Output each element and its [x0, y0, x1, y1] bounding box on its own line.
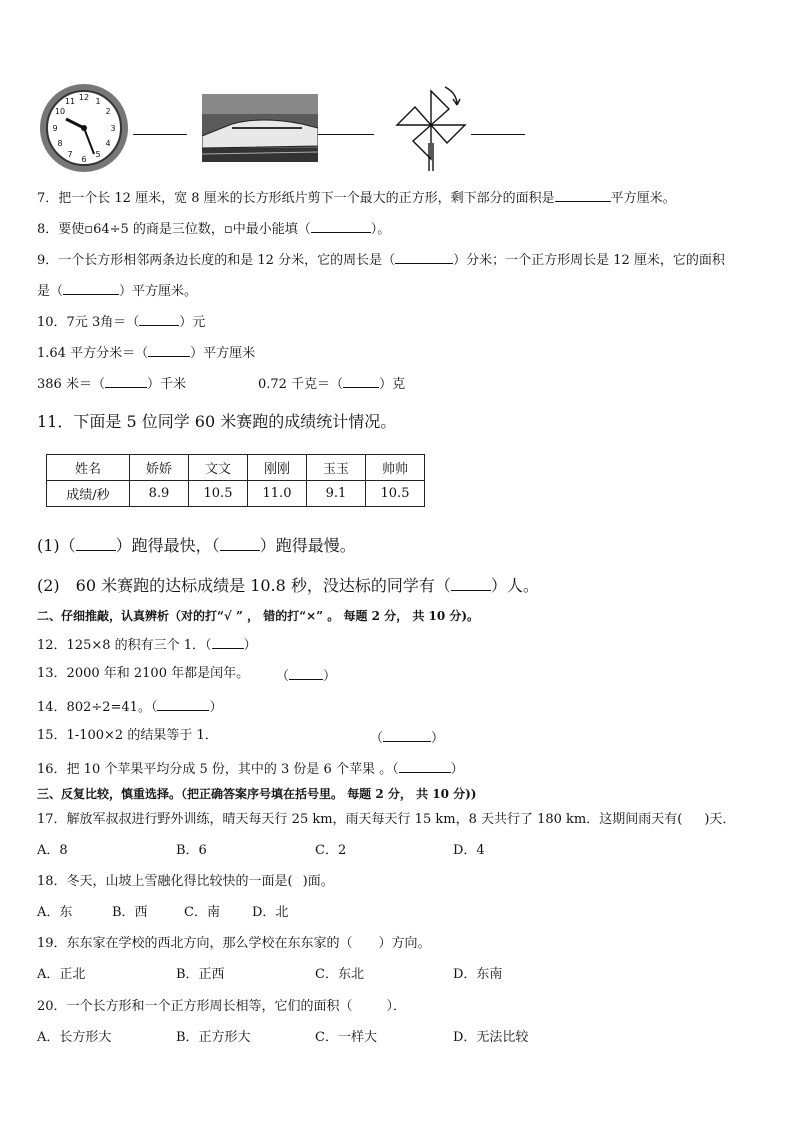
question-11-1: (1)（ ）跑得最快，（ ）跑得最慢。: [37, 536, 356, 555]
question-11-2: (2) 60 米赛跑的达标成绩是 10.8 秒，没达标的同学有（ ）人。: [37, 576, 539, 595]
question-7: 7．把一个长 12 厘米，宽 8 厘米的长方形纸片剪下一个最大的正方形，剩下部分的面积是 平方厘米。: [37, 187, 676, 208]
question-9: 9．一个长方形相邻两条边长度的和是 12 分米，它的周长是（ ）分米；一个正方形周长是 12 厘米，它的面积: [37, 249, 725, 270]
answer-blank[interactable]: [63, 280, 119, 295]
table-cell: 10.5: [366, 481, 425, 507]
q19-option-b[interactable]: B．正西: [176, 967, 225, 982]
q20-option-a[interactable]: A．长方形大: [37, 1030, 112, 1045]
table-cell: 9.1: [307, 481, 366, 507]
table-header: 文文: [189, 455, 248, 481]
q17-option-b[interactable]: B．6: [176, 843, 207, 858]
table-header: 玉玉: [307, 455, 366, 481]
answer-blank[interactable]: [343, 373, 379, 388]
answer-blank[interactable]: [105, 373, 147, 388]
q18-option-b[interactable]: B．西: [112, 905, 148, 920]
svg-text:11: 11: [64, 97, 76, 106]
section-2-title: 二、仔细推敲，认真辨析（对的打“√ ” ， 错的打“×” 。 每题 2 分， 共 10 分)。: [37, 609, 480, 623]
table-row: [47, 481, 425, 507]
score-table: [46, 454, 425, 507]
table-cell: 8.9: [130, 481, 189, 507]
question-17: 17．解放军叔叔进行野外训练，晴天每天行 25 km，雨天每天行 15 km，8 天共行了 180 km．这期间雨天有( )天．: [37, 812, 736, 827]
table-header: 姓名: [47, 455, 130, 481]
q18-option-a[interactable]: A．东: [37, 905, 73, 920]
answer-blank[interactable]: [451, 574, 491, 591]
question-10c: 386 米＝（ ）千米: [37, 373, 186, 394]
q20-option-b[interactable]: B．正方形大: [176, 1030, 251, 1045]
table-cell: 11.0: [248, 481, 307, 507]
question-13-answer: （ ）: [276, 665, 336, 686]
question-11: 11．下面是 5 位同学 60 米赛跑的成绩统计情况。: [37, 412, 397, 431]
answer-blank[interactable]: [139, 311, 179, 326]
answer-blank[interactable]: [212, 634, 244, 649]
q20-option-c[interactable]: C．一样大: [315, 1030, 377, 1045]
question-20: 20．一个长方形和一个正方形周长相等，它们的面积（ ）．: [37, 999, 407, 1014]
table-header: 帅帅: [366, 455, 425, 481]
question-18: 18．冬天，山坡上雪融化得比较快的一面是( )面。: [37, 874, 334, 889]
question-10b: 1.64 平方分米＝（ ）平方厘米: [37, 342, 255, 363]
q19-option-a[interactable]: A．正北: [37, 967, 86, 982]
answer-blank[interactable]: [148, 342, 190, 357]
svg-text:9: 9: [52, 124, 58, 133]
q18-option-d[interactable]: D．北: [252, 905, 289, 920]
svg-text:7: 7: [67, 150, 73, 159]
question-14: 14．802÷2=41。（ ）: [37, 696, 222, 717]
svg-text:4: 4: [105, 139, 111, 148]
svg-text:2: 2: [105, 107, 111, 116]
svg-text:3: 3: [110, 124, 116, 133]
q17-option-d[interactable]: D．4: [453, 843, 485, 858]
pinwheel-image: [393, 83, 469, 171]
answer-blank[interactable]: [76, 534, 116, 551]
answer-blank[interactable]: [311, 218, 371, 233]
svg-text:8: 8: [57, 139, 63, 148]
question-9-cont: 是（ ）平方厘米。: [37, 280, 197, 301]
question-10: 10．7元 3角＝（ ）元: [37, 311, 205, 332]
q20-option-d[interactable]: D．无法比较: [453, 1030, 529, 1045]
question-15-answer: （ ）: [370, 727, 444, 748]
table-header: 刚刚: [248, 455, 307, 481]
question-19: 19．东东家在学校的西北方向，那么学校在东东家的（ ）方向。: [37, 936, 431, 951]
table-cell: 成绩/秒: [47, 481, 130, 507]
answer-blank[interactable]: [157, 696, 209, 711]
q19-option-c[interactable]: C．东北: [315, 967, 364, 982]
q17-option-a[interactable]: A．8: [37, 843, 68, 858]
answer-blank[interactable]: [289, 665, 323, 680]
svg-text:10: 10: [54, 107, 66, 116]
question-12: 12．125×8 的积有三个 1．（ ）: [37, 634, 257, 655]
answer-blank[interactable]: [220, 534, 260, 551]
question-8: 8．要使▫64÷5 的商是三位数，▫中最小能填（ ）。: [37, 218, 390, 239]
q17-option-c[interactable]: C．2: [315, 843, 347, 858]
train-image: [202, 94, 318, 162]
answer-line-clock: [133, 134, 187, 135]
table-cell: 10.5: [189, 481, 248, 507]
clock-image: [38, 82, 130, 174]
question-16: 16．把 10 个苹果平均分成 5 份，其中的 3 份是 6 个苹果 。（ ）: [37, 758, 464, 779]
answer-blank[interactable]: [395, 249, 453, 264]
section-3-title: 三、反复比较，慎重选择。（把正确答案序号填在括号里。 每题 2 分， 共 10 分)): [37, 787, 477, 801]
table-header: 娇娇: [130, 455, 189, 481]
svg-text:5: 5: [95, 150, 101, 159]
answer-blank[interactable]: [399, 758, 451, 773]
svg-text:6: 6: [81, 155, 87, 164]
q19-option-d[interactable]: D．东南: [453, 967, 503, 982]
q18-option-c[interactable]: C．南: [184, 905, 220, 920]
answer-blank[interactable]: [383, 727, 431, 742]
answer-line-train: [318, 134, 374, 135]
svg-text:1: 1: [95, 97, 101, 106]
question-13: 13．2000 年和 2100 年都是闰年。: [37, 666, 250, 681]
answer-blank[interactable]: [555, 187, 611, 202]
svg-text:12: 12: [78, 93, 90, 102]
question-10d: 0.72 千克＝（ ）克: [258, 373, 405, 394]
question-15: 15．1-100×2 的结果等于 1．: [37, 728, 218, 743]
table-row: [47, 455, 425, 481]
answer-line-pinwheel: [471, 134, 525, 135]
